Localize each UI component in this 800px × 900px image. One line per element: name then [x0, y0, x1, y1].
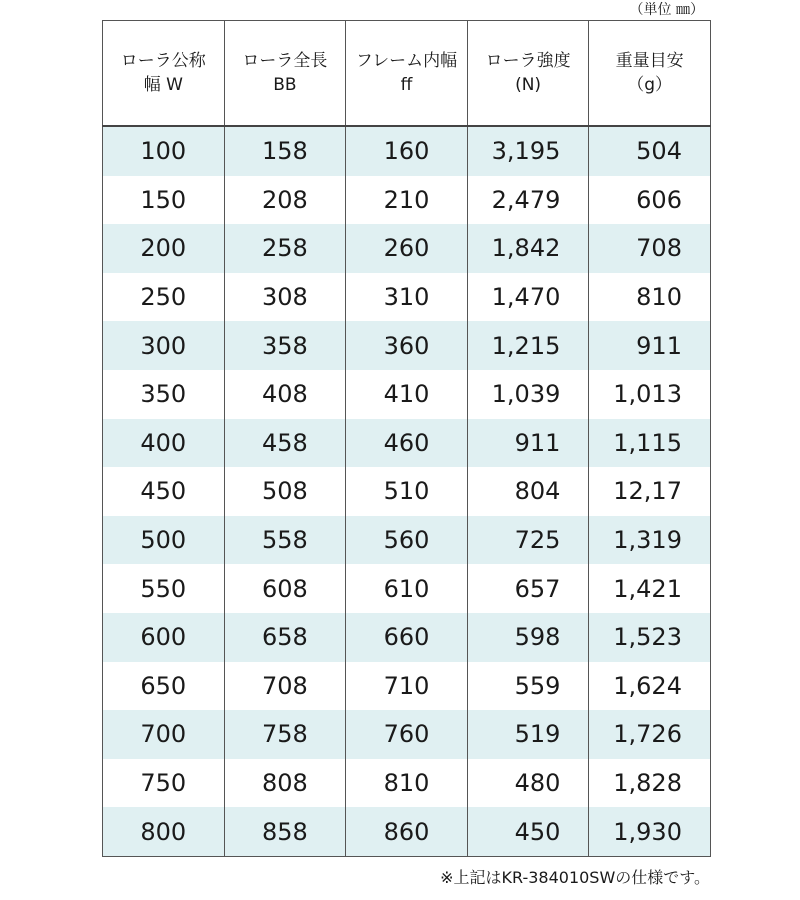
cell-weight: 1,013	[589, 370, 711, 419]
cell-nominal-width: 400	[103, 419, 225, 468]
cell-weight: 1,828	[589, 759, 711, 808]
cell-weight: 1,523	[589, 613, 711, 662]
cell-frame-inner-width: 760	[346, 710, 468, 759]
cell-roller-strength: 804	[467, 467, 589, 516]
cell-roller-strength: 3,195	[467, 126, 589, 176]
cell-roller-length: 708	[224, 662, 346, 711]
header-line: BB	[273, 75, 297, 95]
cell-roller-length: 458	[224, 419, 346, 468]
cell-roller-strength: 2,479	[467, 176, 589, 225]
cell-frame-inner-width: 410	[346, 370, 468, 419]
cell-roller-length: 308	[224, 273, 346, 322]
cell-weight: 1,421	[589, 564, 711, 613]
cell-frame-inner-width: 460	[346, 419, 468, 468]
table-row	[103, 516, 711, 565]
cell-roller-length: 658	[224, 613, 346, 662]
cell-roller-length: 258	[224, 224, 346, 273]
cell-nominal-width: 300	[103, 321, 225, 370]
table-row	[103, 564, 711, 613]
table-row	[103, 176, 711, 225]
header-weight	[589, 21, 711, 127]
cell-roller-strength: 1,039	[467, 370, 589, 419]
header-line: フレーム内幅	[355, 51, 458, 71]
table-row	[103, 662, 711, 711]
cell-frame-inner-width: 360	[346, 321, 468, 370]
unit-label: （単位 ㎜）	[629, 2, 704, 18]
cell-roller-strength: 657	[467, 564, 589, 613]
cell-roller-length: 758	[224, 710, 346, 759]
cell-roller-strength: 598	[467, 613, 589, 662]
cell-roller-strength: 480	[467, 759, 589, 808]
roller-spec-table	[102, 20, 711, 857]
table-body	[103, 126, 711, 856]
cell-roller-length: 408	[224, 370, 346, 419]
cell-nominal-width: 150	[103, 176, 225, 225]
cell-frame-inner-width: 610	[346, 564, 468, 613]
cell-frame-inner-width: 560	[346, 516, 468, 565]
cell-frame-inner-width: 310	[346, 273, 468, 322]
cell-roller-strength: 1,842	[467, 224, 589, 273]
cell-weight: 504	[589, 126, 711, 176]
cell-roller-strength: 911	[467, 419, 589, 468]
cell-roller-length: 208	[224, 176, 346, 225]
cell-nominal-width: 100	[103, 126, 225, 176]
cell-roller-strength: 1,215	[467, 321, 589, 370]
header-line: 幅 W	[143, 75, 183, 95]
table-row	[103, 224, 711, 273]
header-line: ローラ強度	[485, 51, 571, 71]
header-frame-inner-width	[346, 21, 468, 127]
header-roller-length	[224, 21, 346, 127]
cell-roller-strength: 559	[467, 662, 589, 711]
cell-weight: 1,930	[589, 807, 711, 856]
table-row	[103, 759, 711, 808]
header-line: （g）	[627, 75, 673, 95]
cell-roller-strength: 1,470	[467, 273, 589, 322]
table-row	[103, 807, 711, 856]
cell-weight: 606	[589, 176, 711, 225]
table-row	[103, 467, 711, 516]
cell-nominal-width: 800	[103, 807, 225, 856]
header-nominal-width	[103, 21, 225, 127]
cell-frame-inner-width: 210	[346, 176, 468, 225]
cell-frame-inner-width: 710	[346, 662, 468, 711]
cell-frame-inner-width: 160	[346, 126, 468, 176]
cell-weight: 1,115	[589, 419, 711, 468]
cell-nominal-width: 550	[103, 564, 225, 613]
cell-nominal-width: 650	[103, 662, 225, 711]
cell-nominal-width: 350	[103, 370, 225, 419]
cell-weight: 708	[589, 224, 711, 273]
cell-nominal-width: 700	[103, 710, 225, 759]
footnote: ※上記はKR-384010SWの仕様です。	[440, 868, 710, 887]
header-line: 重量目安	[615, 51, 684, 71]
header-line: ff	[400, 75, 413, 95]
cell-nominal-width: 200	[103, 224, 225, 273]
table-row	[103, 613, 711, 662]
cell-nominal-width: 500	[103, 516, 225, 565]
header-line: ローラ公称	[120, 51, 206, 71]
cell-roller-length: 608	[224, 564, 346, 613]
header-line: ローラ全長	[242, 51, 328, 71]
cell-frame-inner-width: 260	[346, 224, 468, 273]
cell-roller-strength: 519	[467, 710, 589, 759]
cell-roller-strength: 725	[467, 516, 589, 565]
cell-frame-inner-width: 510	[346, 467, 468, 516]
cell-nominal-width: 750	[103, 759, 225, 808]
cell-roller-length: 508	[224, 467, 346, 516]
cell-nominal-width: 450	[103, 467, 225, 516]
cell-roller-length: 808	[224, 759, 346, 808]
cell-weight: 1,319	[589, 516, 711, 565]
cell-roller-length: 358	[224, 321, 346, 370]
header-row	[103, 21, 711, 127]
cell-roller-length: 158	[224, 126, 346, 176]
cell-roller-strength: 450	[467, 807, 589, 856]
cell-frame-inner-width: 810	[346, 759, 468, 808]
cell-weight: 1,624	[589, 662, 711, 711]
cell-weight: 12,17	[589, 467, 711, 516]
cell-roller-length: 558	[224, 516, 346, 565]
cell-roller-length: 858	[224, 807, 346, 856]
table-row	[103, 321, 711, 370]
cell-frame-inner-width: 860	[346, 807, 468, 856]
cell-weight: 911	[589, 321, 711, 370]
cell-weight: 810	[589, 273, 711, 322]
cell-frame-inner-width: 660	[346, 613, 468, 662]
table-row	[103, 710, 711, 759]
table-row	[103, 126, 711, 176]
cell-nominal-width: 600	[103, 613, 225, 662]
header-roller-strength	[467, 21, 589, 127]
table-row	[103, 419, 711, 468]
table-row	[103, 273, 711, 322]
cell-weight: 1,726	[589, 710, 711, 759]
table-row	[103, 370, 711, 419]
cell-nominal-width: 250	[103, 273, 225, 322]
header-line: (N)	[515, 75, 542, 95]
